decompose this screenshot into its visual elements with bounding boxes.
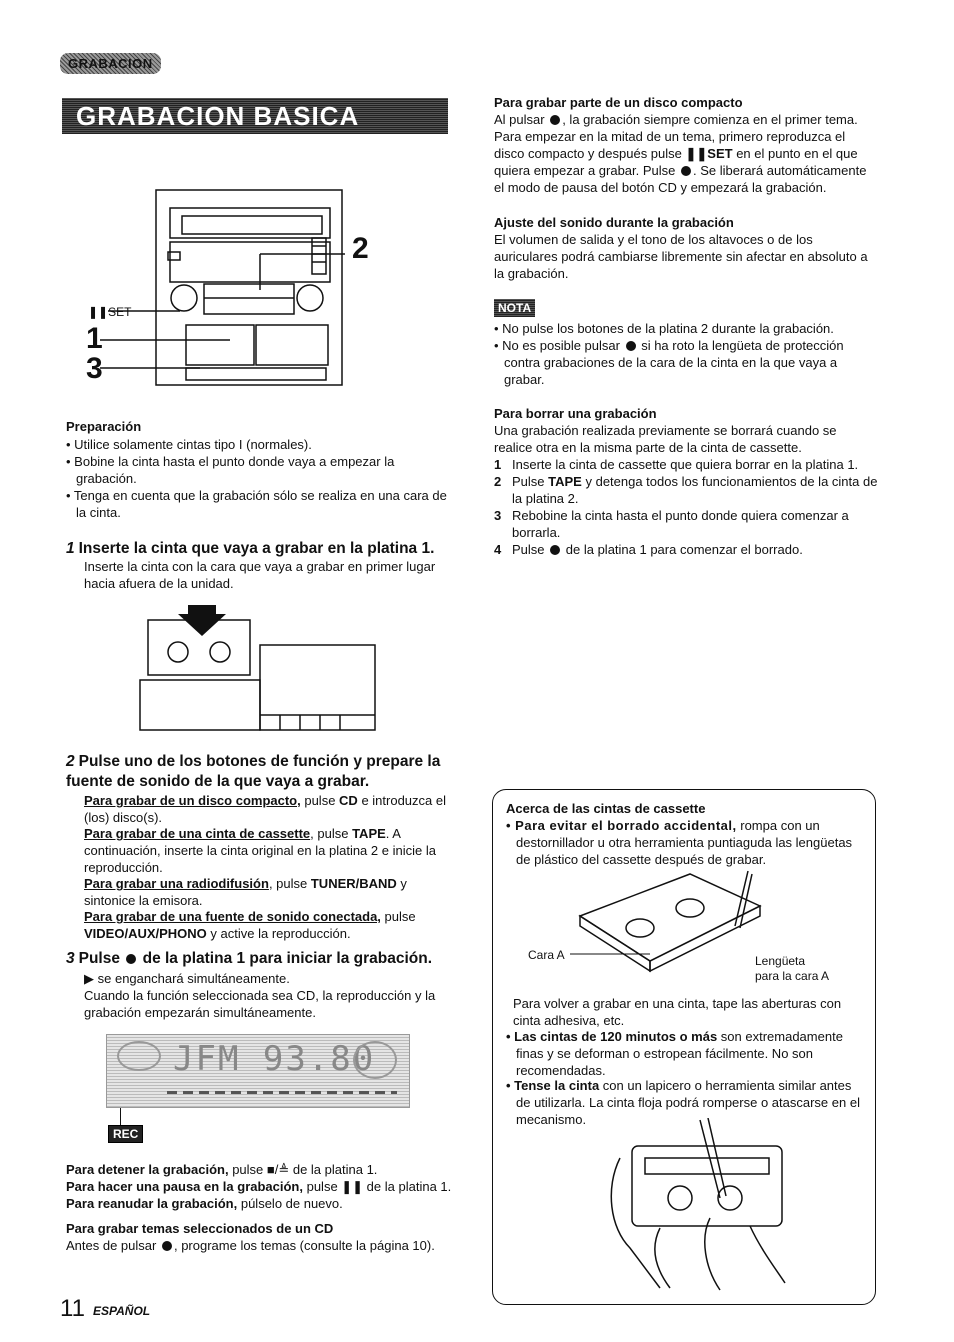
erase-step-2: 2 Pulse TAPE y detenga todos los funcionamientos de la cinta de la platina 2. xyxy=(494,474,878,506)
adjust-title: Ajuste del sonido durante la grabación xyxy=(494,215,734,230)
footer-language: ESPAÑOL xyxy=(93,1304,151,1318)
step-2-option-cd: Para grabar de un disco compacto, pulse CD e introduzca el (los) disco(s). xyxy=(84,793,446,825)
step-1-body: Inserte la cinta con la cara que vaya a grabar en primer lugar hacia afuera de la unidad. xyxy=(84,559,436,591)
page-title-banner: GRABACION BASICA xyxy=(62,98,448,134)
part-cd-title: Para grabar parte de un disco compacto xyxy=(494,95,743,110)
record-dot-icon xyxy=(550,115,560,125)
box-item-3: • Tense la cinta con un lapicero o herramienta similar antes de utilizarla. La cinta floja podrá romperse o atascarse en el mecanismo. xyxy=(506,1078,860,1127)
step-3-line-1: ▶ se enganchará simultáneamente. xyxy=(84,971,290,986)
prep-title: Preparación xyxy=(66,419,142,434)
step-2-option-tape: Para grabar de una cinta de cassette, pulse TAPE. A continuación, inserte la cinta original en la platina 2 e inicie la reproducción. xyxy=(84,826,436,875)
nota-badge: NOTA xyxy=(494,299,535,317)
box-item-1: • Para evitar el borrado accidental, rompa con un destornillador u otra herramienta puntiaguda las lengüetas de plástico del cassette después de grabar. xyxy=(506,818,853,867)
record-dot-icon xyxy=(550,545,560,555)
lcd-display xyxy=(106,1034,410,1108)
record-dot-icon xyxy=(162,1241,172,1251)
nota-item-2: • No es posible pulsar si ha roto la lengüeta de protección contra grabaciones de la cara de la cinta en la que vaya a grabar. xyxy=(494,338,844,387)
page-number: 11 xyxy=(60,1295,85,1322)
tab-label-1: Lengüeta xyxy=(755,954,806,968)
nota-item-1: • No pulse los botones de la platina 2 durante la grabación. xyxy=(494,321,834,336)
adjust-body: El volumen de salida y el tono de los altavoces o de los auriculares podrá cambiarse libremente sin afectar en absoluto a la grabación. xyxy=(494,232,868,281)
step-3-line-2: Cuando la función seleccionada sea CD, la reproducción y la grabación empezarán simultáneamente. xyxy=(84,988,436,1020)
erase-step-1: 1 Inserte la cinta de cassette que quiera borrar en la platina 1. xyxy=(494,457,859,472)
record-dot-icon xyxy=(626,341,636,351)
step-2-option-aux: Para grabar de una fuente de sonido conectada, pulse VIDEO/AUX/PHONO y active la reproducción. xyxy=(84,909,416,941)
box-title: Acerca de las cintas de cassette xyxy=(506,801,706,816)
record-dot-icon xyxy=(126,954,136,964)
step-2-option-radio: Para grabar una radiodifusión, pulse TUNER/BAND y sintonice la emisora. xyxy=(84,876,407,908)
step-3-title: 3 Pulse de la platina 1 para iniciar la grabación. xyxy=(66,950,433,967)
section-tag: GRABACION xyxy=(60,53,161,74)
erase-body: Una grabación realizada previamente se borrará cuando se realice otra en la misma parte de la cinta de cassette. xyxy=(494,423,837,455)
side-a-label: Cara A xyxy=(528,948,565,962)
cassette-insert-illustration xyxy=(120,600,400,740)
rec-indicator: REC xyxy=(108,1125,143,1143)
record-dot-icon xyxy=(681,166,691,176)
prep-item-1: • Utilice solamente cintas tipo I (normales). xyxy=(66,437,312,452)
step-3-number: 3 xyxy=(66,950,75,967)
stop-instruction: Para detener la grabación, pulse ■/≜ de la platina 1. xyxy=(66,1162,378,1177)
cassette-tab-illustration xyxy=(570,866,770,986)
tighten-tape-illustration xyxy=(600,1118,800,1298)
prep-item-2: • Bobine la cinta hasta el punto donde vaya a empezar la grabación. xyxy=(66,454,395,486)
lcd-frequency: JFM 93.80 xyxy=(173,1039,376,1079)
callout-2: 2 xyxy=(352,232,369,265)
set-label: ❚❚SET xyxy=(88,305,132,319)
stereo-unit-illustration xyxy=(60,180,390,395)
box-reuse: Para volver a grabar en una cinta, tape las aberturas con cinta adhesiva, etc. xyxy=(513,996,842,1028)
selected-tracks-title: Para grabar temas seleccionados de un CD xyxy=(66,1221,334,1236)
pause-instruction: Para hacer una pausa en la grabación, pulse ❚❚ de la platina 1. xyxy=(66,1179,452,1194)
part-cd-body: Al pulsar , la grabación siempre comienza en el primer tema. Para empezar en la mitad de un tema, primero reproduzca el disco compacto y después pulse ❚❚SET en el punto en el que quiera empezar a grabar. Pulse . Se liberará automáticamente el modo de pausa del botón CD y empezará la grabación. xyxy=(494,112,867,195)
play-arrow-icon: ▶ xyxy=(84,971,94,986)
tab-label-2: para la cara A xyxy=(755,969,830,983)
step-1-number: 1 xyxy=(66,540,75,557)
erase-step-3: 3 Rebobine la cinta hasta el punto donde quiera comenzar a borrarla. xyxy=(494,508,849,540)
step-1-title: 1 Inserte la cinta que vaya a grabar en la platina 1. xyxy=(66,540,435,557)
step-2-title: 2 Pulse uno de los botones de función y prepare la fuente de sonido de la que vaya a grabar. xyxy=(66,753,441,790)
erase-title: Para borrar una grabación xyxy=(494,406,657,421)
callout-1: 1 xyxy=(86,322,103,355)
step-2-number: 2 xyxy=(66,753,75,770)
callout-3: 3 xyxy=(86,352,103,385)
resume-instruction: Para reanudar la grabación, púlselo de nuevo. xyxy=(66,1196,343,1211)
box-item-2: • Las cintas de 120 minutos o más son extremadamente finas y se deforman o estropean fácilmente. No son recomendadas. xyxy=(506,1029,843,1078)
selected-tracks-body: Antes de pulsar , programe los temas (consulte la página 10). xyxy=(66,1238,435,1253)
prep-item-3: • Tenga en cuenta que la grabación sólo se realiza en una cara de la cinta. xyxy=(66,488,447,520)
erase-step-4: 4 Pulse de la platina 1 para comenzar el borrado. xyxy=(494,542,803,557)
